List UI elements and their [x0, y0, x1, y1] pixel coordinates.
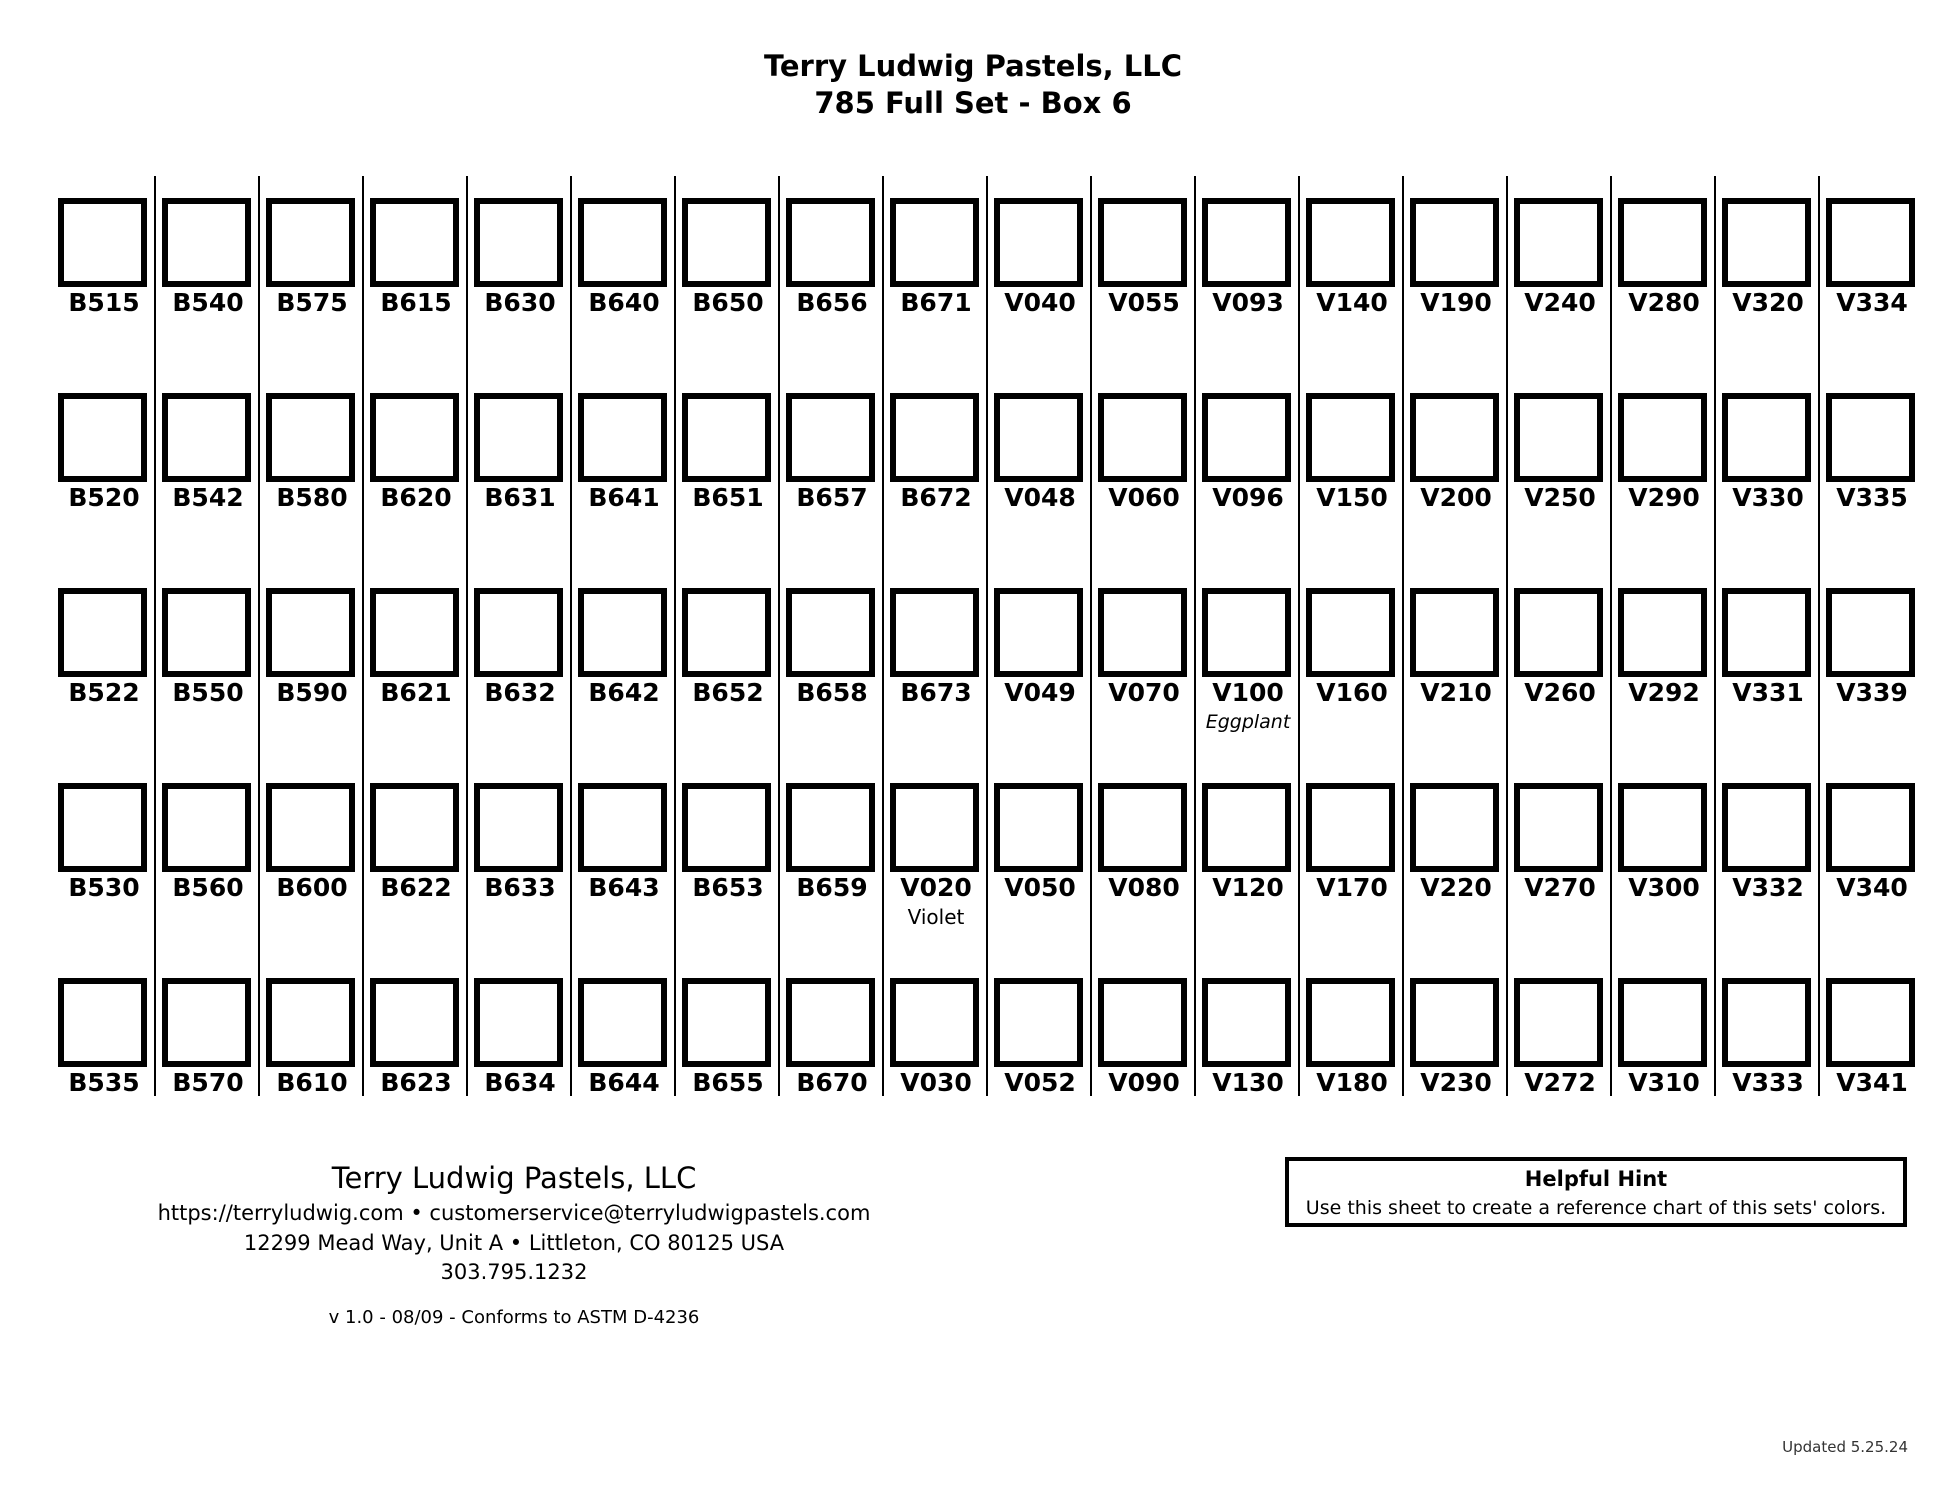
swatch-code-label: V310 — [1628, 1068, 1700, 1097]
swatch-code-label: B633 — [484, 873, 556, 902]
color-swatch — [890, 393, 979, 482]
swatch-code-label: V272 — [1524, 1068, 1596, 1097]
swatch-color-name: Eggplant — [1205, 711, 1291, 733]
swatch-code-label: V340 — [1836, 873, 1908, 902]
swatch-code-label: B560 — [172, 873, 244, 902]
color-swatch — [890, 198, 979, 287]
color-swatch — [266, 198, 355, 287]
color-swatch — [1722, 588, 1811, 677]
swatch-code-label: V320 — [1732, 288, 1804, 317]
swatch-code-label: B631 — [484, 483, 556, 512]
page-title: Terry Ludwig Pastels, LLC — [763, 49, 1183, 83]
swatch-color-name: Violet — [907, 905, 965, 929]
color-swatch — [890, 978, 979, 1067]
swatch-code-label: B622 — [380, 873, 452, 902]
swatch-code-label: B640 — [588, 288, 660, 317]
swatch-code-label: V333 — [1732, 1068, 1804, 1097]
color-swatch — [370, 588, 459, 677]
swatch-code-label: B530 — [68, 873, 140, 902]
color-swatch — [1826, 783, 1915, 872]
color-swatch — [1410, 393, 1499, 482]
color-swatch — [1306, 978, 1395, 1067]
swatch-code-label: V048 — [1004, 483, 1076, 512]
swatch-code-label: B652 — [692, 678, 764, 707]
color-swatch — [1618, 978, 1707, 1067]
color-swatch — [58, 393, 147, 482]
swatch-code-label: V330 — [1732, 483, 1804, 512]
color-swatch — [1098, 393, 1187, 482]
swatch-code-label: B655 — [692, 1068, 764, 1097]
swatch-code-label: V096 — [1212, 483, 1284, 512]
color-swatch — [1410, 783, 1499, 872]
color-swatch — [474, 198, 563, 287]
swatch-code-label: V090 — [1108, 1068, 1180, 1097]
color-swatch — [890, 588, 979, 677]
swatch-code-label: B673 — [900, 678, 972, 707]
color-swatch — [994, 588, 1083, 677]
color-swatch — [1202, 978, 1291, 1067]
color-swatch — [1514, 588, 1603, 677]
swatch-code-label: B644 — [588, 1068, 660, 1097]
color-swatch — [1514, 198, 1603, 287]
color-swatch — [1410, 588, 1499, 677]
swatch-code-label: B642 — [588, 678, 660, 707]
swatch-code-label: B535 — [68, 1068, 140, 1097]
swatch-code-label: V030 — [900, 1068, 972, 1097]
color-swatch — [786, 393, 875, 482]
color-swatch — [1306, 393, 1395, 482]
swatch-code-label: V170 — [1316, 873, 1388, 902]
swatch-code-label: B615 — [380, 288, 452, 317]
color-swatch — [786, 978, 875, 1067]
swatch-code-label: V140 — [1316, 288, 1388, 317]
color-swatch — [162, 783, 251, 872]
color-swatch — [1098, 783, 1187, 872]
color-swatch — [162, 198, 251, 287]
swatch-code-label: B641 — [588, 483, 660, 512]
swatch-code-label: V280 — [1628, 288, 1700, 317]
swatch-code-label: V060 — [1108, 483, 1180, 512]
swatch-code-label: V180 — [1316, 1068, 1388, 1097]
swatch-code-label: B570 — [172, 1068, 244, 1097]
swatch-code-label: B620 — [380, 483, 452, 512]
color-swatch — [890, 783, 979, 872]
color-swatch — [1826, 393, 1915, 482]
color-swatch — [1618, 783, 1707, 872]
footer-address: 12299 Mead Way, Unit A • Littleton, CO 80125 USA — [243, 1231, 785, 1255]
swatch-code-label: B657 — [796, 483, 868, 512]
swatch-code-label: V260 — [1524, 678, 1596, 707]
swatch-code-label: V230 — [1420, 1068, 1492, 1097]
swatch-code-label: B542 — [172, 483, 244, 512]
swatch-code-label: V150 — [1316, 483, 1388, 512]
color-swatch — [1202, 588, 1291, 677]
color-swatch — [1826, 588, 1915, 677]
swatch-code-label: V093 — [1212, 288, 1284, 317]
swatch-code-label: B621 — [380, 678, 452, 707]
color-swatch — [474, 588, 563, 677]
swatch-code-label: V339 — [1836, 678, 1908, 707]
color-swatch — [1410, 978, 1499, 1067]
swatch-code-label: V055 — [1108, 288, 1180, 317]
color-swatch — [266, 393, 355, 482]
color-swatch — [578, 393, 667, 482]
color-swatch — [1098, 198, 1187, 287]
swatch-code-label: V130 — [1212, 1068, 1284, 1097]
color-swatch — [58, 783, 147, 872]
swatch-code-label: V040 — [1004, 288, 1076, 317]
swatch-code-label: V300 — [1628, 873, 1700, 902]
hint-title: Helpful Hint — [1524, 1167, 1668, 1191]
color-swatch — [1618, 588, 1707, 677]
swatch-code-label: B656 — [796, 288, 868, 317]
color-swatch — [1722, 783, 1811, 872]
swatch-code-label: V270 — [1524, 873, 1596, 902]
helpful-hint-box — [1285, 1157, 1907, 1227]
color-swatch — [786, 783, 875, 872]
color-swatch — [370, 393, 459, 482]
color-swatch — [58, 978, 147, 1067]
color-swatch — [994, 198, 1083, 287]
color-swatch — [370, 978, 459, 1067]
swatch-code-label: B580 — [276, 483, 348, 512]
swatch-code-label: V331 — [1732, 678, 1804, 707]
color-swatch — [682, 393, 771, 482]
color-swatch — [474, 783, 563, 872]
swatch-code-label: B623 — [380, 1068, 452, 1097]
swatch-code-label: V052 — [1004, 1068, 1076, 1097]
swatch-code-label: V190 — [1420, 288, 1492, 317]
color-swatch — [682, 783, 771, 872]
swatch-code-label: B550 — [172, 678, 244, 707]
color-swatch — [578, 783, 667, 872]
color-swatch — [578, 588, 667, 677]
color-swatch — [1826, 198, 1915, 287]
swatch-code-label: V100 — [1212, 678, 1284, 707]
color-swatch — [1306, 588, 1395, 677]
swatch-code-label: B672 — [900, 483, 972, 512]
footer-web-email: https://terryludwig.com • customerservice@terryludwigpastels.com — [157, 1201, 871, 1225]
swatch-code-label: V070 — [1108, 678, 1180, 707]
color-swatch — [786, 198, 875, 287]
swatch-code-label: V200 — [1420, 483, 1492, 512]
swatch-code-label: B522 — [68, 678, 140, 707]
hint-text: Use this sheet to create a reference chart of this sets' colors. — [1305, 1197, 1887, 1219]
color-swatch — [682, 588, 771, 677]
color-swatch — [370, 198, 459, 287]
color-swatch — [1306, 783, 1395, 872]
color-swatch — [162, 393, 251, 482]
color-swatch — [162, 978, 251, 1067]
color-swatch — [578, 198, 667, 287]
swatch-code-label: V160 — [1316, 678, 1388, 707]
color-swatch — [370, 783, 459, 872]
swatch-code-label: V341 — [1836, 1068, 1908, 1097]
swatch-code-label: B630 — [484, 288, 556, 317]
swatch-code-label: B540 — [172, 288, 244, 317]
color-swatch — [1410, 198, 1499, 287]
swatch-code-label: B632 — [484, 678, 556, 707]
swatch-code-label: B658 — [796, 678, 868, 707]
color-swatch — [682, 198, 771, 287]
color-swatch — [1722, 198, 1811, 287]
color-swatch — [578, 978, 667, 1067]
color-swatch — [266, 588, 355, 677]
color-swatch — [162, 588, 251, 677]
color-swatch — [1098, 978, 1187, 1067]
swatch-code-label: B634 — [484, 1068, 556, 1097]
swatch-code-label: V290 — [1628, 483, 1700, 512]
swatch-code-label: V020 — [900, 873, 972, 902]
swatch-code-label: B659 — [796, 873, 868, 902]
swatch-code-label: B600 — [276, 873, 348, 902]
color-swatch — [1514, 393, 1603, 482]
swatch-code-label: V240 — [1524, 288, 1596, 317]
color-swatch — [786, 588, 875, 677]
color-swatch — [1202, 198, 1291, 287]
color-swatch — [1098, 588, 1187, 677]
color-swatch — [474, 978, 563, 1067]
color-swatch — [58, 588, 147, 677]
color-swatch — [682, 978, 771, 1067]
color-swatch — [994, 393, 1083, 482]
swatch-code-label: B651 — [692, 483, 764, 512]
color-swatch — [1618, 198, 1707, 287]
color-swatch — [1722, 393, 1811, 482]
swatch-code-label: V050 — [1004, 873, 1076, 902]
swatch-code-label: B575 — [276, 288, 348, 317]
color-swatch — [1202, 393, 1291, 482]
color-swatch — [1514, 978, 1603, 1067]
swatch-code-label: V292 — [1628, 678, 1700, 707]
color-swatch — [58, 198, 147, 287]
swatch-code-label: V334 — [1836, 288, 1908, 317]
swatch-code-label: V332 — [1732, 873, 1804, 902]
swatch-code-label: B643 — [588, 873, 660, 902]
color-swatch — [994, 978, 1083, 1067]
color-swatch — [994, 783, 1083, 872]
swatch-code-label: V080 — [1108, 873, 1180, 902]
swatch-code-label: B610 — [276, 1068, 348, 1097]
swatch-code-label: V220 — [1420, 873, 1492, 902]
swatch-code-label: B590 — [276, 678, 348, 707]
color-swatch — [266, 978, 355, 1067]
color-swatch — [266, 783, 355, 872]
swatch-code-label: B653 — [692, 873, 764, 902]
color-swatch — [1514, 783, 1603, 872]
swatch-code-label: V335 — [1836, 483, 1908, 512]
swatch-code-label: V250 — [1524, 483, 1596, 512]
swatch-code-label: B515 — [68, 288, 140, 317]
color-swatch — [1826, 978, 1915, 1067]
footer-phone: 303.795.1232 — [440, 1260, 588, 1284]
swatch-code-label: B671 — [900, 288, 972, 317]
swatch-code-label: V120 — [1212, 873, 1284, 902]
color-swatch — [1722, 978, 1811, 1067]
swatch-grid — [52, 176, 1908, 1097]
swatch-code-label: V210 — [1420, 678, 1492, 707]
updated-date: Updated 5.25.24 — [1782, 1438, 1908, 1456]
swatch-code-label: V049 — [1004, 678, 1076, 707]
swatch-code-label: B670 — [796, 1068, 868, 1097]
color-swatch — [1618, 393, 1707, 482]
color-swatch — [474, 393, 563, 482]
swatch-code-label: B650 — [692, 288, 764, 317]
footer-company-name: Terry Ludwig Pastels, LLC — [331, 1161, 697, 1195]
footer-version: v 1.0 - 08/09 - Conforms to ASTM D-4236 — [328, 1307, 700, 1328]
color-swatch — [1306, 198, 1395, 287]
color-swatch — [1202, 783, 1291, 872]
page-subtitle: 785 Full Set - Box 6 — [814, 86, 1132, 120]
swatch-code-label: B520 — [68, 483, 140, 512]
